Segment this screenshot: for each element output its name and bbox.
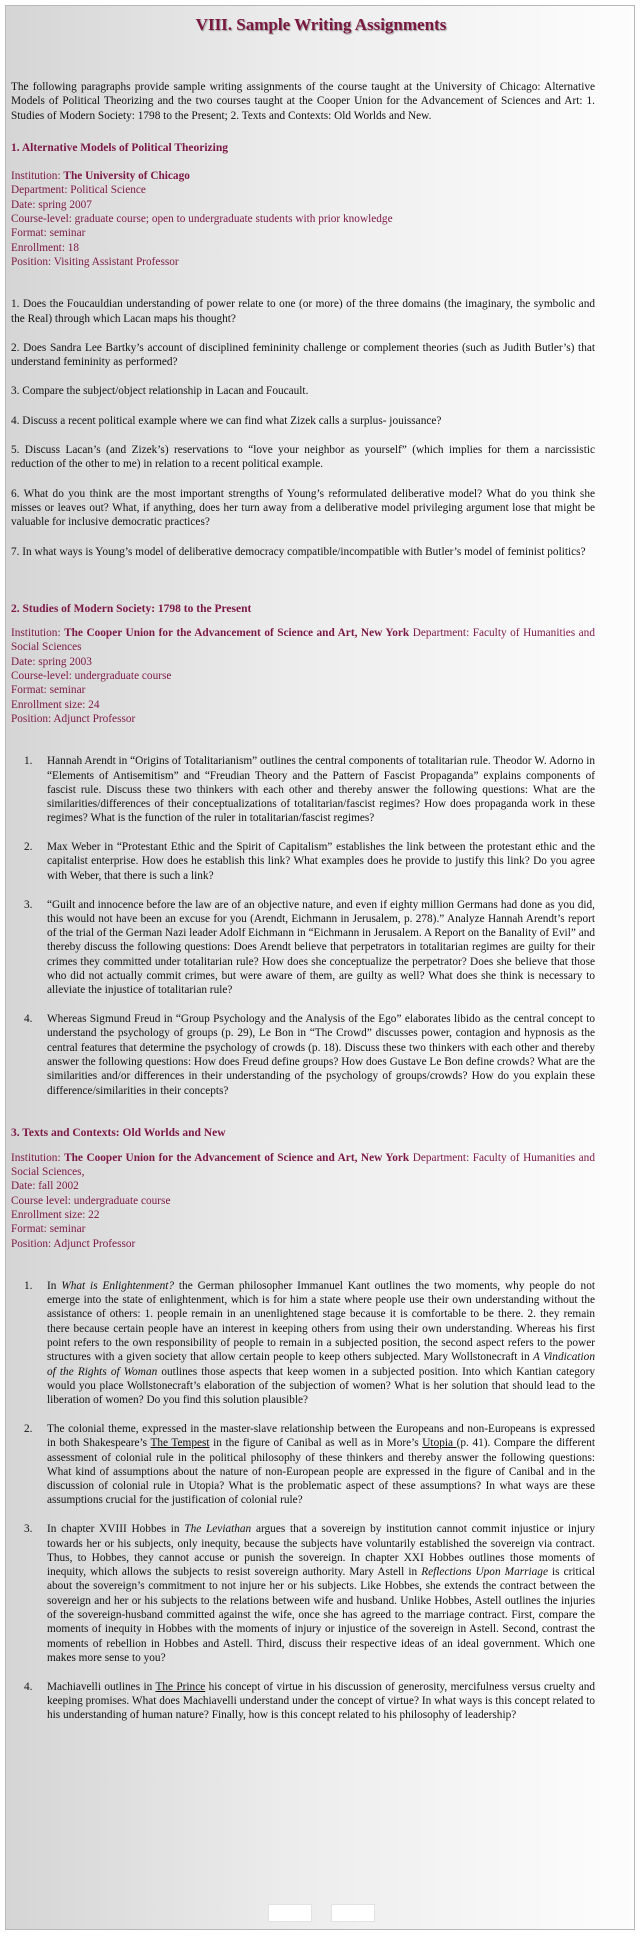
institution-name: The Cooper Union for the Advancement of Science and Art, New York [64, 627, 410, 640]
list-item: 4. Machiavelli outlines in The Prince his concept of virtue in his discussion of generosity, mercifulness versus cruelty and keeping promises. What does Machiavelli understand under the concept of virtue? In what ways is this concept related to his understanding of human nature? Finally, how is this concept related to his philosophy of leadership? [24, 1680, 596, 1722]
institution-label: Institution: [11, 1151, 65, 1164]
intro-paragraph: The following paragraphs provide sample writing assignments of the course taught at the University of Chicago: Alternative Models of Political Theorizing and the two courses taught at the Cooper Union for the Advancement of Sciences and Art: 1. Studies of Modern Society: 1798 to the Present; 2. Texts and Contexts: Old Worlds and New. [11, 81, 595, 122]
page-navigation [6, 1904, 636, 1922]
section-2-course-info [11, 626, 595, 726]
section-3-heading: 3. Texts and Contexts: Old Worlds and New [11, 1127, 226, 1140]
list-item: 1. In What is Enlightenment? the German philosopher Immanuel Kant outlines the two moments, why people do not emerge into the state of enlightenment, which is for him a state where people use their own understanding without the assistance of others: 1. people remain in an unenlightened stage because it is comfortable to be there. 2. they remain there because certain people have an interest in keeping others from using their own understanding. Whereas his first point refers to the own responsibility of people to remain in a subjected position, the second aspect refers to the power structures with a given society that allow certain people to keep others subjected. Mary Wollstonecraft in A Vindication of the Rights of Woman outlines those aspects that keep women in a subjected position. Into which Kantian category would you place Wollstonecraft’s elaboration of the subjection of women? What is her solution that should lead to the liberation of women? Do you find this solution plausible? [24, 1279, 595, 1407]
document-body [11, 80, 595, 1737]
institution-name: The University of Chicago [63, 170, 190, 183]
section-2-assignments [11, 754, 595, 1098]
format: Format: seminar [11, 684, 86, 697]
enrollment: Enrollment: 18 [11, 241, 80, 254]
page-title: VIII. Sample Writing Assignments [195, 15, 447, 34]
question-item: 3. Compare the subject/object relationship in Lacan and Foucault. [11, 385, 309, 398]
enrollment: Enrollment size: 22 [11, 1208, 100, 1221]
institution-label: Institution: [11, 627, 65, 640]
format: Format: seminar [11, 227, 86, 240]
list-item: 3. In chapter XVIII Hobbes in The Leviathan argues that a sovereign by institution cannot commit injustice or injury towards her or his subjects, only inequity, because the subjects have voluntarily established the sovereign via contract. Thus, to Hobbes, they cannot accuse or punish the sovereign. In chapter XXI Hobbes outlines those moments of inequity, which allows the subjects to resist sovereign authority. Mary Astell in Reflections Upon Marriage is critical about the sovereign’s commitment to not injure her or his subjects. Like Hobbes, she extends the contract between the sovereign and her or his subjects to the relations between wife and husband. Unlike Hobbes, Astell outlines the injuries of the sovereign-husband committed against the wife, once she has agreed to the marriage contract. First, compare the moments of inequity in Hobbes with the moments of injury or injustice of the sovereign in Astell. Second, contrast the moments of rebellion in Hobbes and Astell. Third, discuss their respective ideas of an ideal government. Which one makes more sense to you? [24, 1523, 596, 1664]
list-item: 2. Max Weber in “Protestant Ethic and the Spirit of Capitalism” establishes the link between the protestant ethic and the capitalist enterprise. How does he establish this link? What examples does he provide to justify this link? Do you agree with Weber, that there is such a link? [24, 841, 595, 882]
document-page [5, 5, 635, 1930]
list-item: 4. Whereas Sigmund Freud in “Group Psychology and the Analysis of the Ego” elaborates libido as the central concept to understand the psychology of groups (p. 29), Le Bon in “The Crowd” discusses power, contagion and hypnosis as the central features that determine the psychology of crowds (p. 18). Discuss these two thinkers with each other and thereby answer the following questions: How does Freud define groups? How does Gustave Le Bon define crowds? What are the similarities and/or differences in their understanding of the psychology of groups/crowds? How do you explain these difference/similarities in their concepts? [24, 1013, 595, 1097]
section-3-course-info [11, 1151, 595, 1251]
question-item: 7. In what ways is Young’s model of deliberative democracy compatible/incompatible with Butler’s model of feminist politics? [11, 545, 586, 558]
department: Department: Political Science [11, 184, 146, 197]
question-item: 1. Does the Foucauldian understanding of power relate to one (or more) of the three domains (the imaginary, the symbolic and the Real) through which Lacan maps his thought? [11, 298, 595, 325]
list-item: 2. The colonial theme, expressed in the master-slave relationship between the Europeans and non-Europeans is expressed in both Shakespeare’s The Tempest in the figure of Canibal as well as in More’s Utopia (p. 41). Compare the different assessment of colonial rule in the political philosophy of these thinkers and thereby answer the following questions: What kind of assumptions about the nature of non-European people are expressed in the figure of Canibal and in the discussion of colonial rule in Utopia? What is the problematic aspect of these assumptions? In what ways are these assumptions crucial for the justification of colonial rule? [24, 1422, 596, 1507]
section-1-heading: 1. Alternative Models of Political Theorizing [11, 141, 228, 154]
position: Position: Visiting Assistant Professor [11, 255, 179, 268]
section-3-assignments [11, 1279, 595, 1723]
question-item: 5. Discuss Lacan’s (and Zizek’s) reservations to “love your neighbor as yourself” (which implies for them a narcissistic reduction of the other to me) in relation to a recent political example. [11, 444, 595, 471]
date: Date: spring 2007 [11, 198, 92, 211]
previous-page-button[interactable] [268, 1904, 312, 1922]
enrollment: Enrollment size: 24 [11, 698, 100, 711]
course-level: Course-level: undergraduate course [11, 670, 172, 683]
section-2-heading: 2. Studies of Modern Society: 1798 to the Present [11, 602, 252, 615]
question-item: 4. Discuss a recent political example where we can find what Zizek calls a surplus- jouissance? [11, 414, 442, 427]
section-1-course-info [11, 169, 595, 269]
course-level: Course level: undergraduate course [11, 1194, 171, 1207]
department: Department: Faculty of Humanities and Social Sciences, [11, 1151, 595, 1179]
course-level: Course-level: graduate course; open to undergraduate students with prior knowledge [11, 213, 393, 226]
question-item: 6. What do you think are the most important strengths of Young’s reformulated deliberative model? What do you think she misses or leaves out? What, if anything, does her turn away from a deliberative model privileging argument lose that might be valuable for inclusive democratic practices? [11, 487, 595, 529]
position: Position: Adjunct Professor [11, 1237, 136, 1250]
list-item: 1. Hannah Arendt in “Origins of Totalitarianism” outlines the central components of totalitarian rule. Theodor W. Adorno in “Elements of Antisemitism” and “Freudian Theory and the Pattern of Fascist Propaganda” explains components of fascist rule. Discuss these two thinkers with each other and thereby answer the following questions: What are the similarities/differences of their conceptualizations of totalitarian/fascist regimes? How does propaganda work in these regimes? What is the function of the ruler in totalitarian/fascist regimes? [24, 755, 595, 825]
next-page-button[interactable] [331, 1904, 375, 1922]
department: Department: Faculty of Humanities and Social Sciences [11, 627, 595, 654]
institution-name: The Cooper Union for the Advancement of Science and Art, New York [64, 1151, 410, 1164]
date: Date: spring 2003 [11, 655, 92, 668]
position: Position: Adjunct Professor [11, 712, 136, 725]
date: Date: fall 2002 [11, 1180, 79, 1193]
list-item: 3. “Guilt and innocence before the law are of an objective nature, and even if eighty million Germans had done as you did, this would not have been an excuse for you (Arendt, Eichmann in Jerusalem, p. 278).” Analyze Hannah Arendt’s report of the trial of the German Nazi leader Adolf Eichmann in “Eichmann in Jerusalem. A Report on the Banality of Evil” and thereby discuss the following questions: Does Arendt believe that perpetrators in totalitarian regimes are guilty for their crimes they committed under totalitarian rule? How does she conceptualize the perpetrator? Does she believe that those who did not actually commit crimes, but were aware of them, are guilty as well? What does she think is necessary to alleviate the injustice of totalitarian rule? [24, 898, 595, 997]
institution-label: Institution: [11, 170, 64, 183]
format: Format: seminar [11, 1223, 86, 1236]
question-item: 2. Does Sandra Lee Bartky’s account of disciplined femininity challenge or complement theories (such as Judith Butler’s) that understand femininity as performed? [11, 341, 595, 369]
section-1-questions [11, 297, 595, 559]
